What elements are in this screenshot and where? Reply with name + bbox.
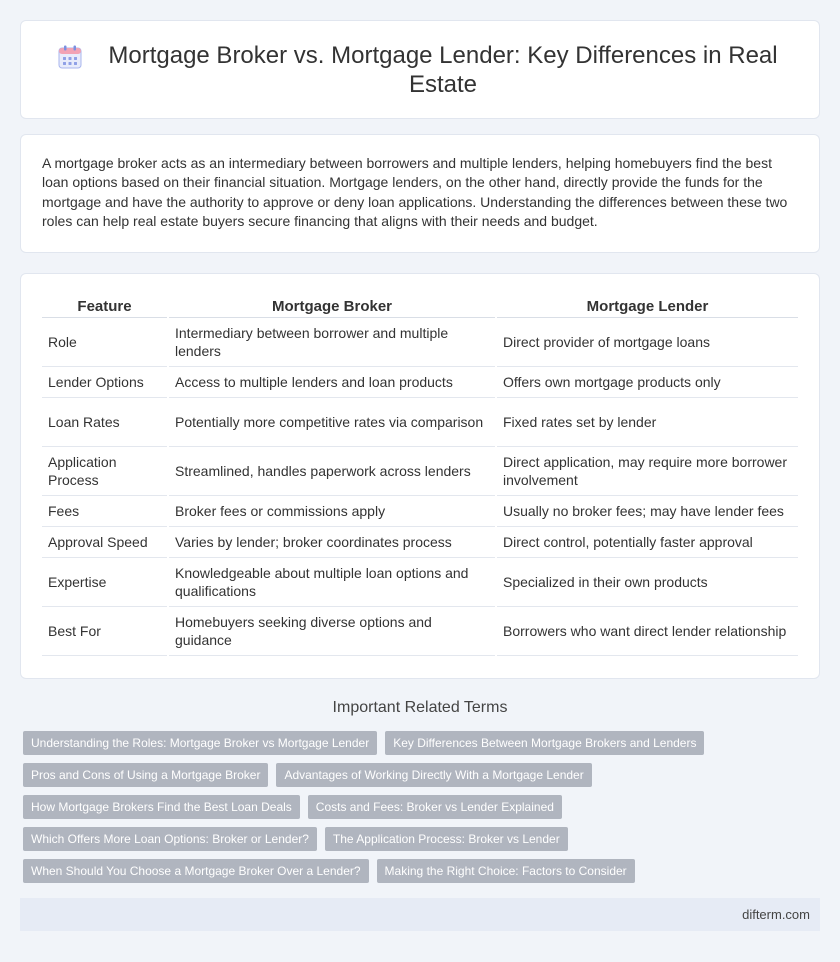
calendar-icon [57, 44, 83, 70]
intro-paragraph: A mortgage broker acts as an intermediary between borrowers and multiple lenders, helping homebuyers find the best loan options based on their financial situation. Mortgage lenders, on the other hand, directly provide the funds for the mortgage and have the authority to approve or deny loan applications. Understanding the differences between these two roles can help real estate buyers secure financing that aligns with their needs and budget. [42, 155, 788, 230]
related-term-tag[interactable]: Which Offers More Loan Options: Broker or Lender? [23, 827, 317, 851]
table-row [42, 496, 798, 527]
table-cell-broker: Varies by lender; broker coordinates process [169, 527, 495, 558]
related-term-tag[interactable]: Advantages of Working Directly With a Mortgage Lender [276, 763, 591, 787]
tag-row [23, 859, 813, 883]
table-cell-lender: Specialized in their own products [497, 558, 798, 607]
table-row [42, 607, 798, 656]
table-cell-broker: Homebuyers seeking diverse options and guidance [169, 607, 495, 656]
related-term-tag[interactable]: When Should You Choose a Mortgage Broker Over a Lender? [23, 859, 369, 883]
table-cell-feature: Approval Speed [42, 527, 167, 558]
related-term-tag[interactable]: Making the Right Choice: Factors to Consider [377, 859, 635, 883]
header-feature: Feature [42, 294, 167, 318]
table-cell-feature: Lender Options [42, 367, 167, 398]
related-term-tag[interactable]: Understanding the Roles: Mortgage Broker vs Mortgage Lender [23, 731, 377, 755]
table-cell-lender: Offers own mortgage products only [497, 367, 798, 398]
table-row [42, 527, 798, 558]
table-header-row [42, 294, 798, 318]
table-cell-lender: Usually no broker fees; may have lender fees [497, 496, 798, 527]
table-cell-broker: Access to multiple lenders and loan products [169, 367, 495, 398]
header-mortgage-broker: Mortgage Broker [169, 294, 495, 318]
comparison-table-card [20, 273, 820, 679]
related-terms-title: Important Related Terms [332, 699, 508, 716]
table-cell-feature: Loan Rates [42, 398, 167, 447]
table-cell-broker: Intermediary between borrower and multiple lenders [169, 318, 495, 367]
page-title: Mortgage Broker vs. Mortgage Lender: Key Differences in Real Estate [108, 41, 778, 98]
header-inner [50, 41, 790, 99]
related-term-tag[interactable]: The Application Process: Broker vs Lender [325, 827, 568, 851]
table-cell-lender: Direct application, may require more borrower involvement [497, 447, 798, 496]
related-term-tag[interactable]: Key Differences Between Mortgage Brokers and Lenders [385, 731, 704, 755]
comparison-table [40, 294, 800, 656]
related-term-tag[interactable]: Costs and Fees: Broker vs Lender Explained [308, 795, 562, 819]
table-cell-feature: Fees [42, 496, 167, 527]
table-row [42, 367, 798, 398]
table-row [42, 398, 798, 447]
table-row [42, 447, 798, 496]
tag-row [23, 763, 813, 787]
tag-row [23, 731, 813, 755]
table-cell-feature: Application Process [42, 447, 167, 496]
table-cell-feature: Expertise [42, 558, 167, 607]
tag-row [23, 827, 813, 851]
related-term-tag[interactable]: How Mortgage Brokers Find the Best Loan Deals [23, 795, 300, 819]
related-term-tag[interactable]: Pros and Cons of Using a Mortgage Broker [23, 763, 268, 787]
header-mortgage-lender: Mortgage Lender [497, 294, 798, 318]
table-cell-lender: Fixed rates set by lender [497, 398, 798, 447]
table-cell-feature: Role [42, 318, 167, 367]
related-terms-list [23, 731, 813, 891]
table-cell-broker: Knowledgeable about multiple loan options and qualifications [169, 558, 495, 607]
footer-site-link[interactable]: difterm.com [742, 907, 810, 922]
table-row [42, 318, 798, 367]
table-cell-lender: Direct control, potentially faster approval [497, 527, 798, 558]
table-cell-broker: Streamlined, handles paperwork across lenders [169, 447, 495, 496]
intro-card [20, 134, 820, 253]
footer [20, 898, 820, 931]
table-cell-feature: Best For [42, 607, 167, 656]
table-row [42, 558, 798, 607]
header-card [20, 20, 820, 119]
table-cell-broker: Broker fees or commissions apply [169, 496, 495, 527]
tag-row [23, 795, 813, 819]
table-cell-broker: Potentially more competitive rates via comparison [169, 398, 495, 447]
table-cell-lender: Direct provider of mortgage loans [497, 318, 798, 367]
table-cell-lender: Borrowers who want direct lender relationship [497, 607, 798, 656]
